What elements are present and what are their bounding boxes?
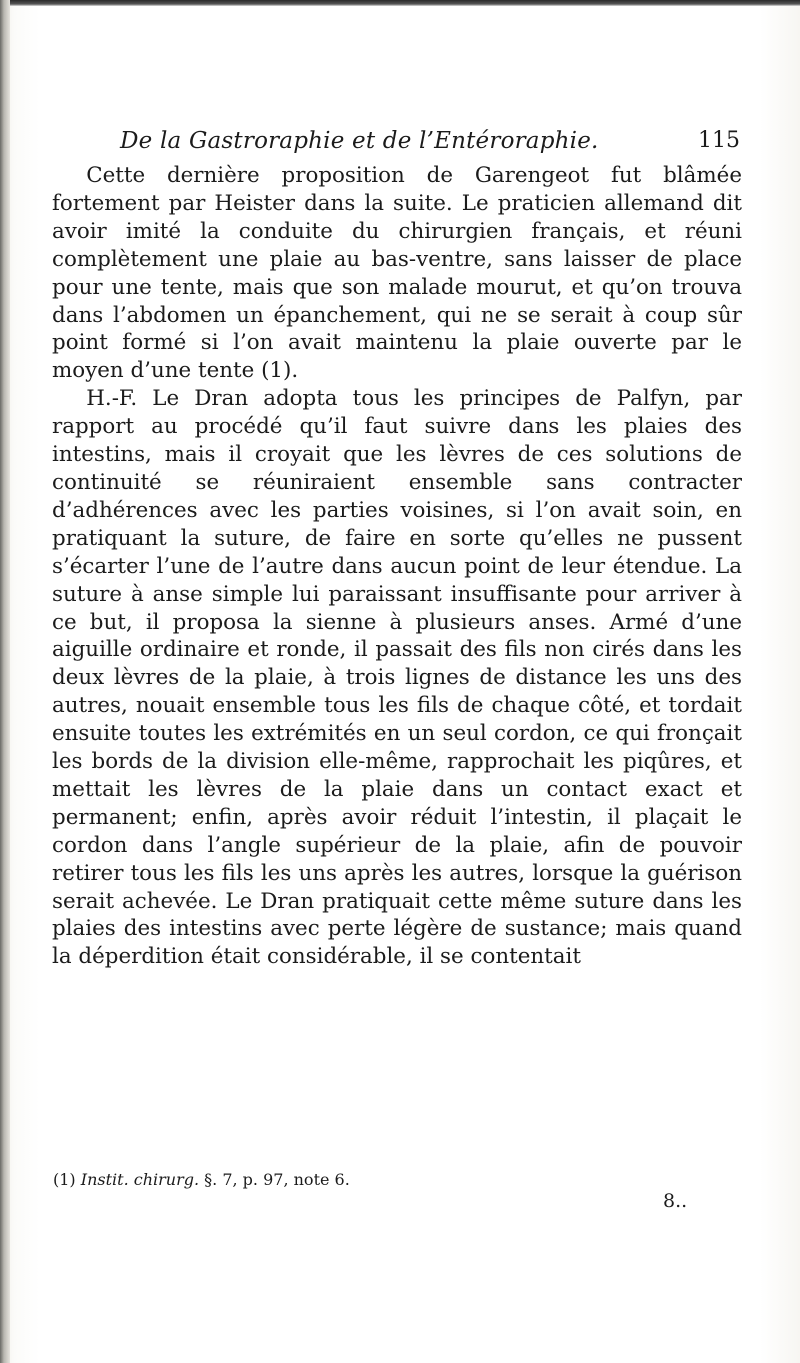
running-title: De la Gastroraphie et de l’Entéroraphie. [120, 128, 599, 154]
footnote-reference: §. 7, p. 97, note 6. [204, 1170, 350, 1189]
page-number: 115 [698, 128, 740, 153]
paragraph: H.-F. Le Dran adopta tous les principes de Palfyn, par rapport au procédé qu’il faut suivre dans les plaies des intestins, mais il croyait que les lèvres de ces solutions de continuité se réuniraient ensemble sans contracter d’adhérences avec les parties voisines, si l’on avait soin, en pratiquant la suture, de faire en sorte qu’elles ne pussent s’écarter l’une de l’autre dans aucun point de leur étendue. La suture à anse simple lui paraissant insuffisante pour arriver à ce but, il proposa la sienne à plusieurs anses. Armé d’une aiguille ordinaire et ronde, il passait des fils non cirés dans les deux lèvres de la plaie, à trois lignes de distance les uns des autres, nouait ensemble tous les fils de chaque côté, et tordait ensuite toutes les extrémités en un seul cordon, ce qui fronçait les bords de la division elle-même, rapprochait les piqûres, et mettait les lèvres de la plaie dans un contact exact et permanent; enfin, après avoir réduit l’intestin, il plaçait le cordon dans l’angle supérieur de la plaie, afin de pouvoir retirer tous les fils les uns après les autres, lorsque la guérison serait achevée. Le Dran pratiquait cette même suture dans les plaies des intestins avec perte légère de sustance; mais quand la déperdition était considérable, il se contentait [52, 386, 742, 970]
footnote-source: Instit. chirurg. [80, 1170, 200, 1189]
binding-edge [0, 0, 10, 1363]
footnote-marker: (1) [53, 1170, 76, 1189]
body-text [52, 162, 742, 971]
signature-mark: 8.. [663, 1190, 688, 1212]
paragraph: Cette dernière proposition de Garengeot fut blâmée fortement par Heister dans la suite. Le praticien allemand dit avoir imité la conduite du chirurgien français, et réuni complètement une plaie au bas-ventre, sans laisser de place pour une tente, mais que son malade mourut, et qu’on trouva dans l’abdomen un épanchement, qui ne se serait à coup sûr point formé si l’on avait maintenu la plaie ouverte par le moyen d’une tente (1). [52, 163, 742, 384]
top-edge [0, 0, 800, 6]
footnote [53, 1170, 350, 1189]
